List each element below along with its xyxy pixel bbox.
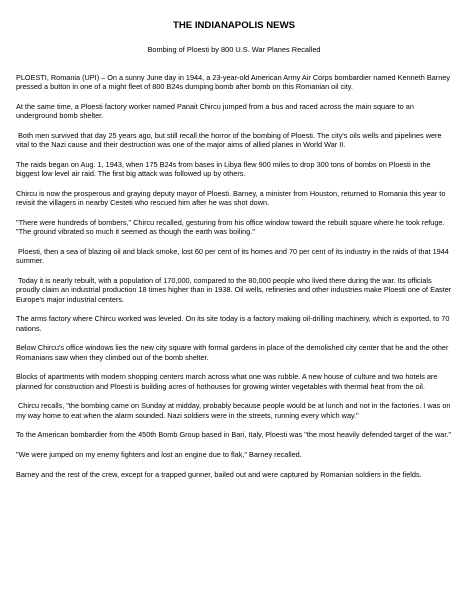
article-paragraph: PLOESTI, Romania (UPI) – On a sunny June day in 1944, a 23-year-old American Army Air Corps bombardier named Kenneth Barney pressed a button in one of a might fleet of 800 B24s dumping bomb after bomb on this Romanian oil city. (16, 73, 453, 92)
masthead: THE INDIANAPOLIS NEWS (172, 20, 296, 31)
article-paragraph: The arms factory where Chircu worked was leveled. On its site today is a factory making oil-drilling machinery, which is exported, to 70 nations. (16, 314, 452, 333)
article-paragraph: "There were hundreds of bombers," Chircu recalled, gesturing from his office window toward the rebuilt square where he took refuge. "The ground vibrated so much it seemed as though the earth was boiling." (16, 218, 447, 237)
article-paragraph: Chircu is now the prosperous and graying deputy mayor of Ploesti. Barney, a minister from Houston, returned to Romania this year to revisit the villagers in nearby Cesteti who rescued him after he was shot down. (16, 189, 448, 208)
article-paragraph: The raids began on Aug. 1, 1943, when 175 B24s from bases in Libya flew 900 miles to drop 300 tons of bombs on Ploesti in the biggest low level air raid. The first big attack was followed up by others. (16, 160, 433, 179)
article-headline: Bombing of Ploesti by 800 U.S. War Planes Recalled (147, 45, 321, 54)
article-paragraph: Barney and the rest of the crew, except for a trapped gunner, bailed out and were captured by Romanian soldiers in the fields. (16, 469, 422, 479)
article-body (16, 73, 452, 479)
article-paragraph: Today it is nearly rebuilt, with a population of 170,000, compared to the 80,000 people who lived there during the war. Its officials proudly claim an industrial production 18 times higher than in 1938. Oil wells, refineries and other industries make Ploesti one of Easter Europe's major industrial centers. (16, 276, 454, 304)
article-paragraph: Blocks of apartments with modern shopping centers march across what one was rubble. A new house of culture and two hotels are planned for construction and Ploesti is building acres of hothouses for growing winter vegetables with thermal heat from the oil. (16, 372, 440, 391)
article-paragraph: Chircu recalls, "the bombing came on Sunday at midday, probably because people would be at lunch and not in the factories. I was on my way home to eat when the alarm sounded. Nazi soldiers were in the streets, running every which way." (16, 401, 453, 420)
article-paragraph: Below Chircu's office windows lies the new city square with formal gardens in place of the demolished city center that he and the other Romanians saw when they climbed out of the bomb shelter. (16, 343, 451, 362)
article-paragraph: At the same time, a Ploesti factory worker named Panait Chircu jumped from a bus and raced across the main square to an underground bomb shelter. (16, 102, 416, 121)
article-paragraph: Both men survived that day 25 years ago, but still recall the horror of the bombing of Ploesti. The city's oils wells and pipelines were vital to the Nazi cause and their destruction was one of the major aims of allied planes in World War II. (16, 131, 444, 150)
article-paragraph: Ploesti, then a sea of blazing oil and black smoke, lost 60 per cent of its homes and 70 per cent of its industry in the raids of that 1944 summer. (16, 247, 451, 266)
article-paragraph: "We were jumped on my enemy fighters and lost an engine due to flak," Barney recalled. (16, 450, 302, 459)
article-paragraph: To the American bombardier from the 450th Bomb Group based in Bari, Italy, Ploesti was "the most heavily defended target of the war." (16, 430, 451, 440)
